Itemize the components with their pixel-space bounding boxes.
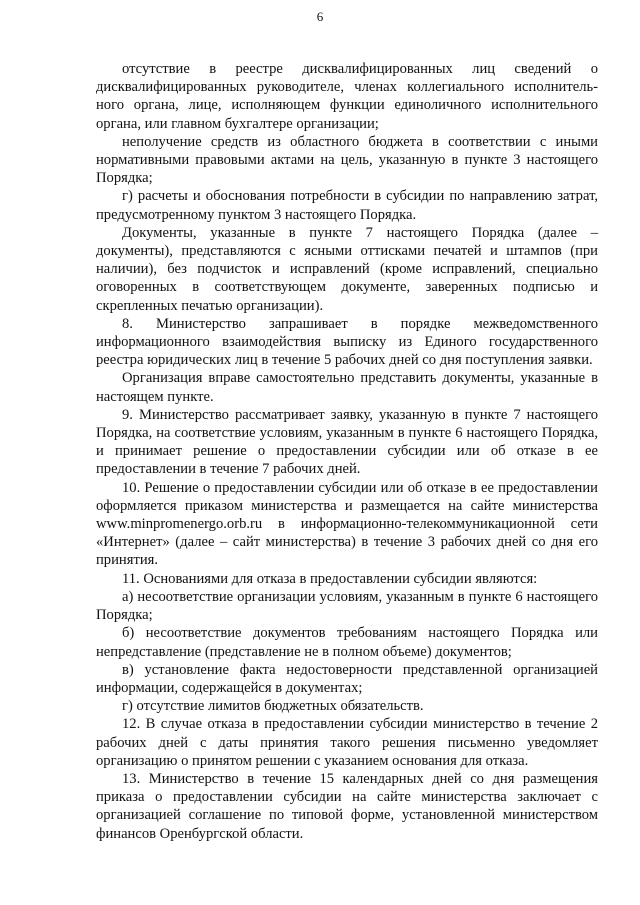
paragraph: б) несоответствие документов требованиям настоящего Порядка или непредставление (представление не в полном объеме) документов; <box>96 625 598 660</box>
paragraph: 8. Министерство запрашивает в порядке межведомственного информационного взаимодействия выписку из Единого государственного реестра юридических лиц в течение 5 рабочих дней со дня поступления заявки. <box>96 315 598 369</box>
paragraph: 12. В случае отказа в предоставлении субсидии министерство в течение 2 рабочих дней с даты принятия такого решения письменно уведомляет организацию о принятом решении с указанием основания для отказа. <box>96 716 598 769</box>
paragraph: г) отсутствие лимитов бюджетных обязательств. <box>122 698 424 715</box>
paragraph: 11. Основаниями для отказа в предоставлении субсидии являются: <box>122 570 538 587</box>
paragraph: г) расчеты и обоснования потребности в субсидии по направлению затрат, предусмотренному пунктом 3 настоящего Порядка. <box>96 188 598 223</box>
paragraph: 9. Министерство рассматривает заявку, указанную в пункте 7 настоящего Порядка, на соответствие условиям, указанным в пункте 6 настоящего Порядка, и принимает решение о предоставлении субсидии или об отказе в ее предоставлении в течение 7 рабочих дней. <box>96 406 598 478</box>
paragraph: неполучение средств из областного бюджета в соответствии с иными нормативными правовыми актами на цель, указанную в пункте 3 настоящего Порядка; <box>96 133 598 187</box>
paragraph: Документы, указанные в пункте 7 настоящего Порядка (далее – документы), представляются с ясными оттисками печатей и штампов (при наличии), без подчисток и исправлений (кроме исправлений, специально оговоренных в соответствующем документе, заверенных подписью и скрепленных печатью организации). <box>96 224 598 314</box>
document-body <box>96 60 598 843</box>
paragraph: а) несоответствие организации условиям, указанным в пункте 6 настоящего Порядка; <box>96 588 598 624</box>
paragraph: Организация вправе самостоятельно представить документы, указанные в настоящем пункте. <box>96 370 598 405</box>
paragraph: в) установление факта недостоверности представленной организацией информации, содержащейся в документах; <box>96 661 598 696</box>
paragraph: 10. Решение о предоставлении субсидии или об отказе в ее предоставлении оформляется приказом министерства и размещается на сайте министерства www.minpromenergo.orb.ru в информационно-телекоммуникационной сети «Интернет» (далее – сайт министерства) в течение 3 рабочих дней со дня его принятия. <box>96 479 598 569</box>
paragraph: отсутствие в реестре дисквалифицированных лиц сведений о дисквалифицированных руководителе, членах коллегиального исполнитель-ного органа, лице, исполняющем функции единоличного исполнительного органа, или главном бухгалтере организации; <box>96 61 598 132</box>
paragraph: 13. Министерство в течение 15 календарных дней со дня размещения приказа о предоставлении субсидии на сайте министерства заключает с организацией соглашение по типовой форме, установленной министерством финансов Оренбургской области. <box>96 770 598 842</box>
page-number: 6 <box>316 9 324 24</box>
